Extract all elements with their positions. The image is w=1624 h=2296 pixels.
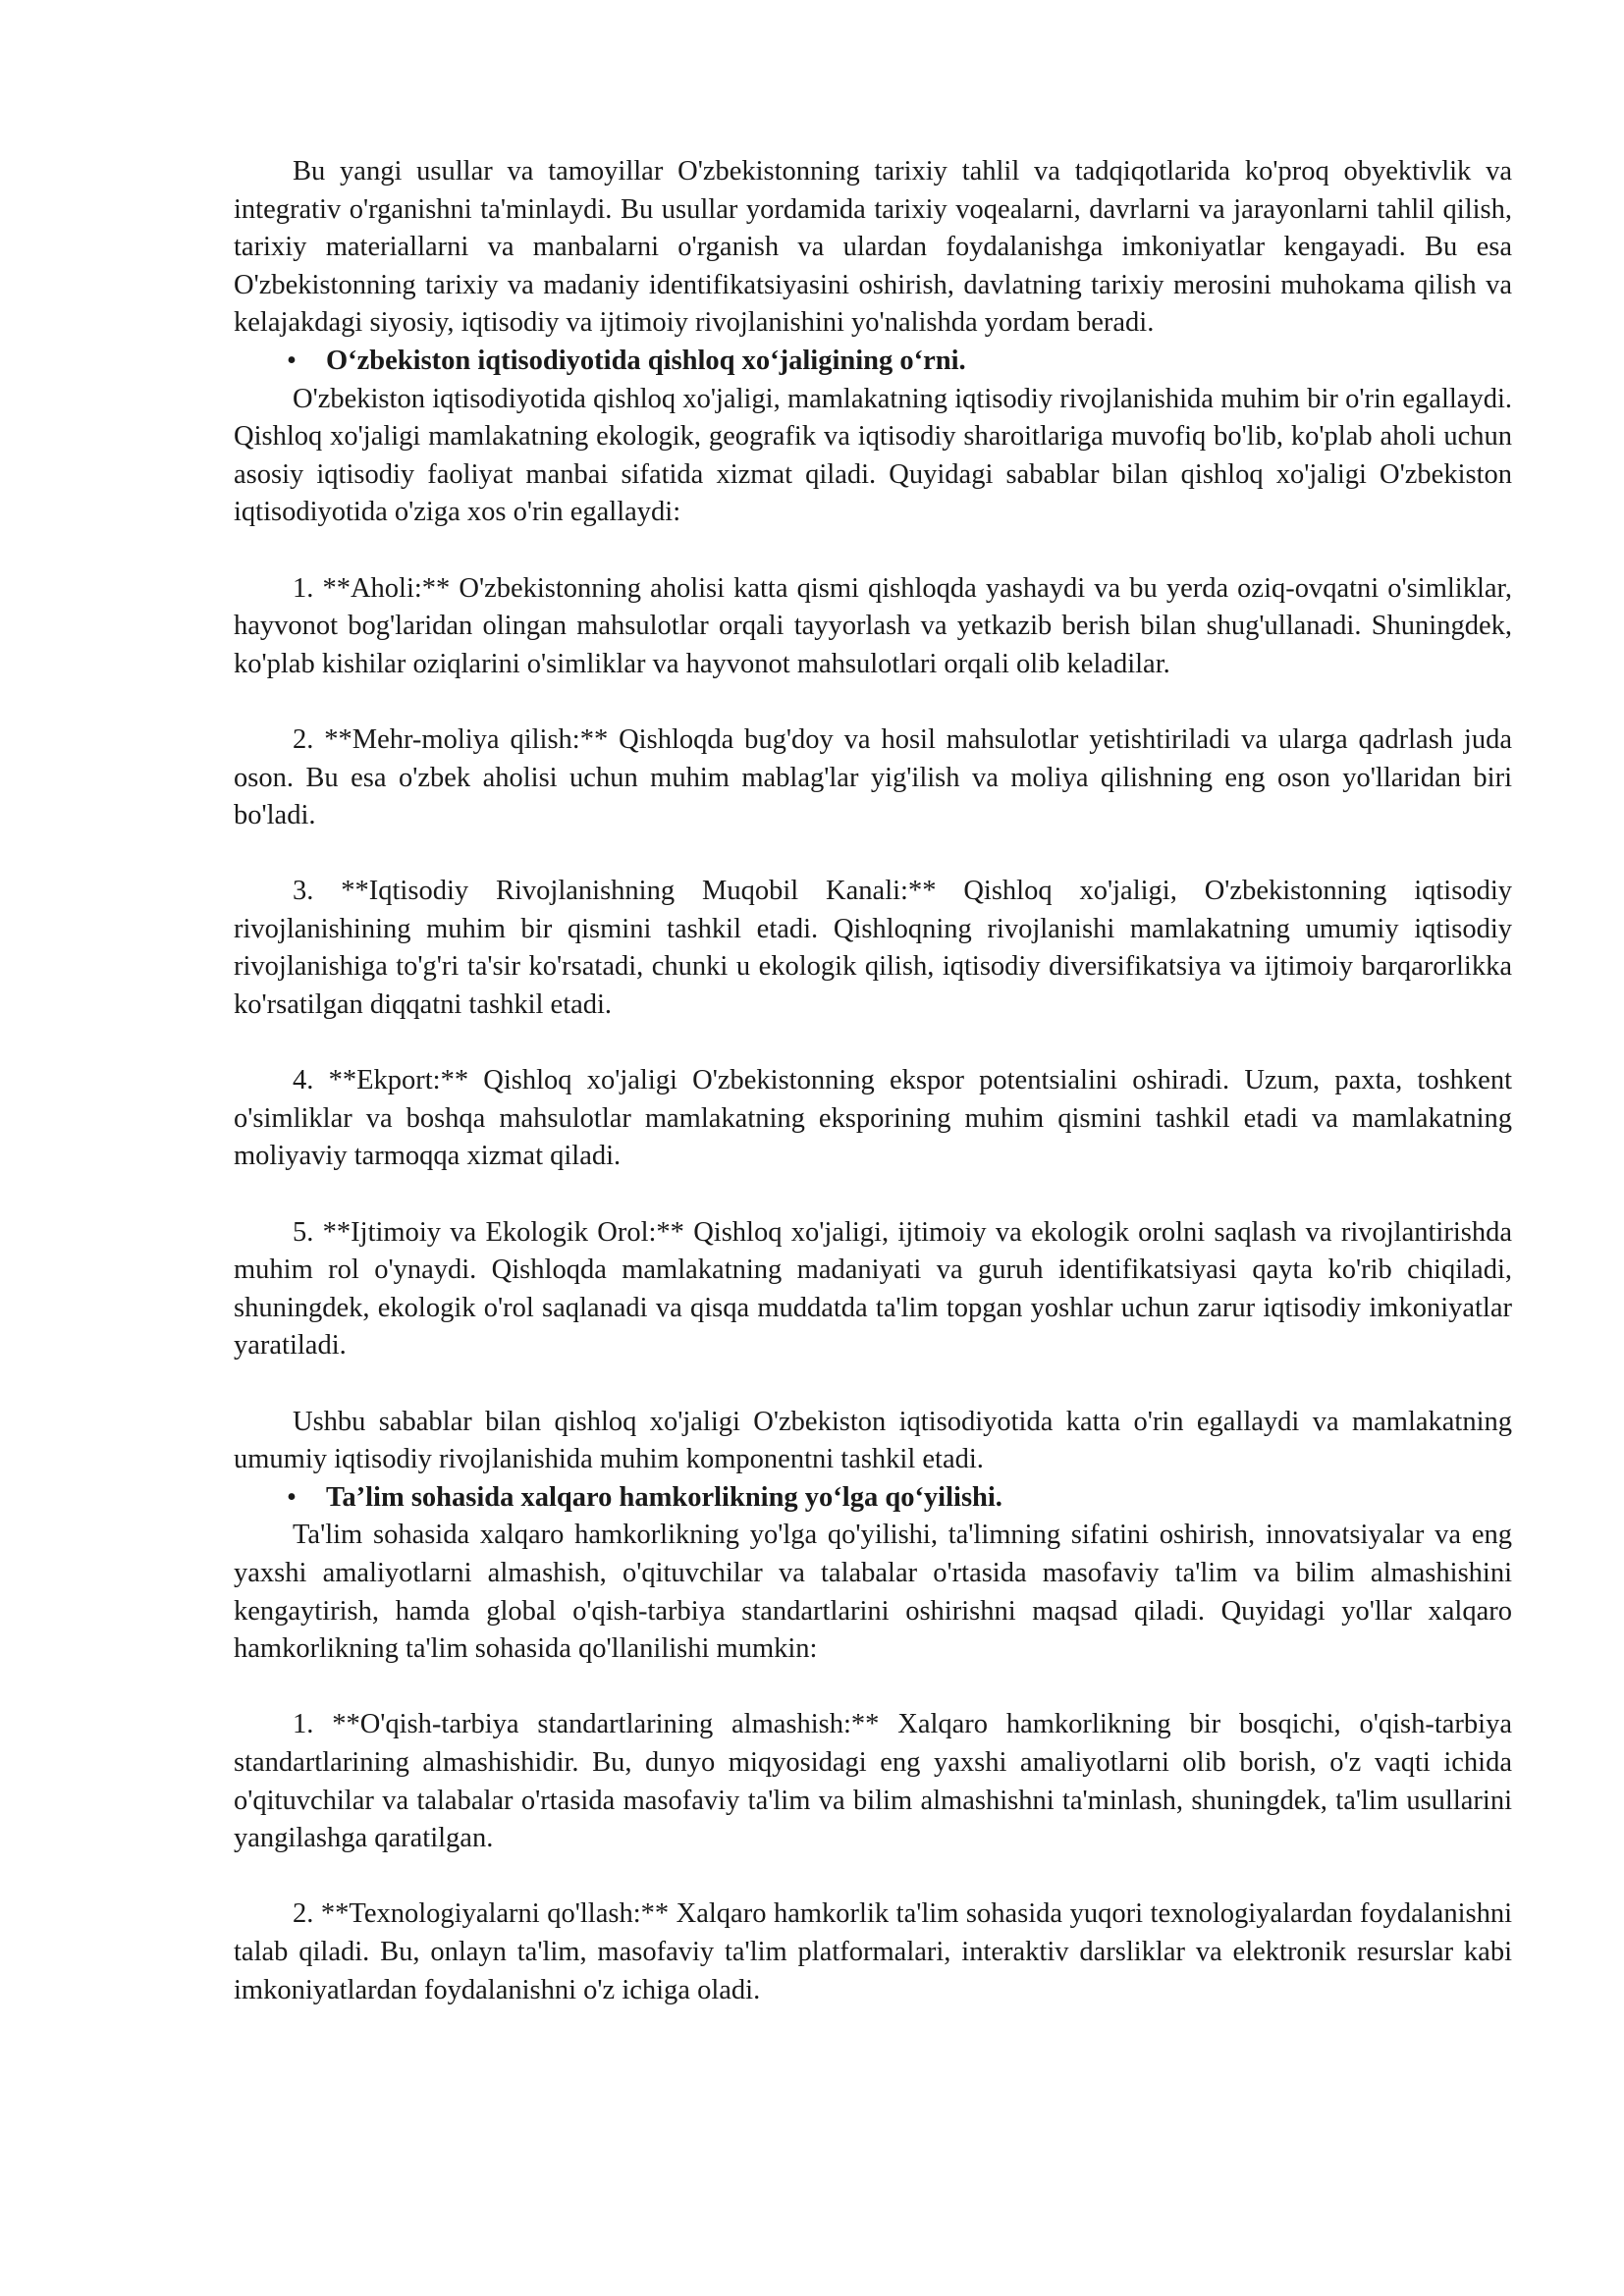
list-item: 5. **Ijtimoiy va Ekologik Orol:** Qishloq xo'jaligi, ijtimoiy va ekologik orolni saqlash va rivojlantirishda muhim rol o'ynaydi. Qishloqda mamlakatning madaniyati va guruh identifikatsiyasi qayta ko'rib chiqiladi, shuningdek, ekologik o'rol saqlanadi va qisqa muddatda ta'lim topgan yoshlar uchun zarur iqtisodiy imkoniyatlar yaratiladi.: [234, 1216, 1512, 1362]
intro-paragraph: Bu yangi usullar va tamoyillar O'zbekistonning tarixiy tahlil va tadqiqotlarida ko'proq obyektivlik va integrativ o'rganishni ta'minlaydi. Bu usullar yordamida tarixiy voqealarni, davrlarni va jarayonlarni tahlil qilish, tarixiy materiallarni va manbalarni o'rganish va ulardan foydalanishga imkoniyatlar kengayadi. Bu esa O'zbekistonning tarixiy va madaniy identifikatsiyasini oshirish, davlatning tarixiy merosini muhokama qilish va kelajakdagi siyosiy, iqtisodiy va ijtimoiy rivojlanishini yo'nalishda yordam beradi.: [234, 156, 1512, 339]
paragraph-gap: [234, 683, 1512, 721]
list-item: 1. **Aholi:** O'zbekistonning aholisi katta qismi qishloqda yashaydi va bu yerda oziq-ovqatni o'simliklar, hayvonot bog'laridan olingan mahsulotlar orqali tayyorlash va yetkazib berish bilan shug'ullanadi. Shuningdek, ko'plab kishilar oziqlarini o'simliklar va hayvonot mahsulotlari orqali olib keladilar.: [234, 572, 1512, 679]
section-heading-text: Ta’lim sohasida xalqaro hamkorlikning yo‘lga qo‘yilishi.: [326, 1481, 1002, 1513]
paragraph-gap: [234, 1025, 1512, 1063]
list-item: 3. **Iqtisodiy Rivojlanishning Muqobil Kanali:** Qishloq xo'jaligi, O'zbekistonning iqtisodiy rivojlanishining muhim bir qismini tashkil etadi. Qishloqning rivojlanishi mamlakatning umumiy iqtisodiy rivojlanishiga to'g'ri ta'sir ko'rsatadi, chunki u ekologik qilish, iqtisodiy diversifikatsiya va ijtimoiy barqarorlikka ko'rsatilgan diqqatni tashkil etadi.: [234, 876, 1512, 1021]
section-heading-education: [234, 1479, 1512, 1518]
document-page: [234, 153, 1512, 2009]
paragraph-gap: [234, 1365, 1512, 1404]
list-item: 2. **Mehr-moliya qilish:** Qishloqda bug'doy va hosil mahsulotlar yetishtiriladi va ularga qadrlash juda oson. Bu esa o'zbek aholisi uchun muhim mablag'lar yig'ilish va moliya qilishning eng oson yo'llaridan biri bo'ladi.: [234, 723, 1512, 831]
paragraph-gap: [234, 1858, 1512, 1896]
section-conclusion-paragraph: Ushbu sabablar bilan qishloq xo'jaligi O'zbekiston iqtisodiyotida katta o'rin egallaydi va mamlakatning umumiy iqtisodiy rivojlanishida muhim komponentni tashkil etadi.: [234, 1406, 1512, 1475]
section-heading-agriculture: [234, 343, 1512, 381]
paragraph-gap: [234, 835, 1512, 874]
list-item: 2. **Texnologiyalarni qo'llash:** Xalqaro hamkorlik ta'lim sohasida yuqori texnologiyalardan foydalanishni talab qiladi. Bu, onlayn ta'lim, masofaviy ta'lim platformalari, interaktiv darsliklar va elektronik resurslar kabi imkoniyatlardan foydalanishni o'z ichiga oladi.: [234, 1898, 1512, 2005]
bullet-icon: •: [287, 345, 297, 376]
paragraph-gap: [234, 1176, 1512, 1214]
list-item: 1. **O'qish-tarbiya standartlarining almashish:** Xalqaro hamkorlikning bir bosqichi, o'qish-tarbiya standartlarining almashishidir. Bu, dunyo miqyosidagi eng yaxshi amaliyotlarni olib borish, o'z vaqti ichida o'qituvchilar va talabalar o'rtasida masofaviy ta'lim va bilim almashishni ta'minlash, shuningdek, ta'lim usullarini yangilashga qaratilgan.: [234, 1709, 1512, 1854]
section-intro-paragraph: Ta'lim sohasida xalqaro hamkorlikning yo'lga qo'yilishi, ta'limning sifatini oshirish, innovatsiyalar va eng yaxshi amaliyotlarni almashish, o'qituvchilar va talabalar o'rtasida masofaviy ta'lim va bilim almashishini kengaytirish, hamda global o'qish-tarbiya standartlarini oshirishni maqsad qiladi. Quyidagi yo'llar xalqaro hamkorlikning ta'lim sohasida qo'llanilishi mumkin:: [234, 1520, 1512, 1665]
section-heading-text: O‘zbekiston iqtisodiyotida qishloq xo‘jaligining o‘rni.: [326, 345, 966, 376]
bullet-icon: •: [287, 1481, 297, 1513]
paragraph-gap: [234, 1669, 1512, 1707]
paragraph-gap: [234, 532, 1512, 570]
list-item: 4. **Ekport:** Qishloq xo'jaligi O'zbekistonning ekspor potentsialini oshiradi. Uzum, paxta, toshkent o'simliklar va boshqa mahsulotlar mamlakatning eksporining muhim qismini tashkil etadi va mamlakatning moliyaviy tarmoqqa xizmat qiladi.: [234, 1065, 1512, 1172]
section-intro-paragraph: O'zbekiston iqtisodiyotida qishloq xo'jaligi, mamlakatning iqtisodiy rivojlanishida muhim bir o'rin egallaydi. Qishloq xo'jaligi mamlakatning ekologik, geografik va iqtisodiy sharoitlariga muvofiq bo'lib, ko'plab aholi uchun asosiy iqtisodiy faoliyat manbai sifatida xizmat qiladi. Quyidagi sabablar bilan qishloq xo'jaligi O'zbekiston iqtisodiyotida o'ziga xos o'rin egallaydi:: [234, 383, 1512, 528]
